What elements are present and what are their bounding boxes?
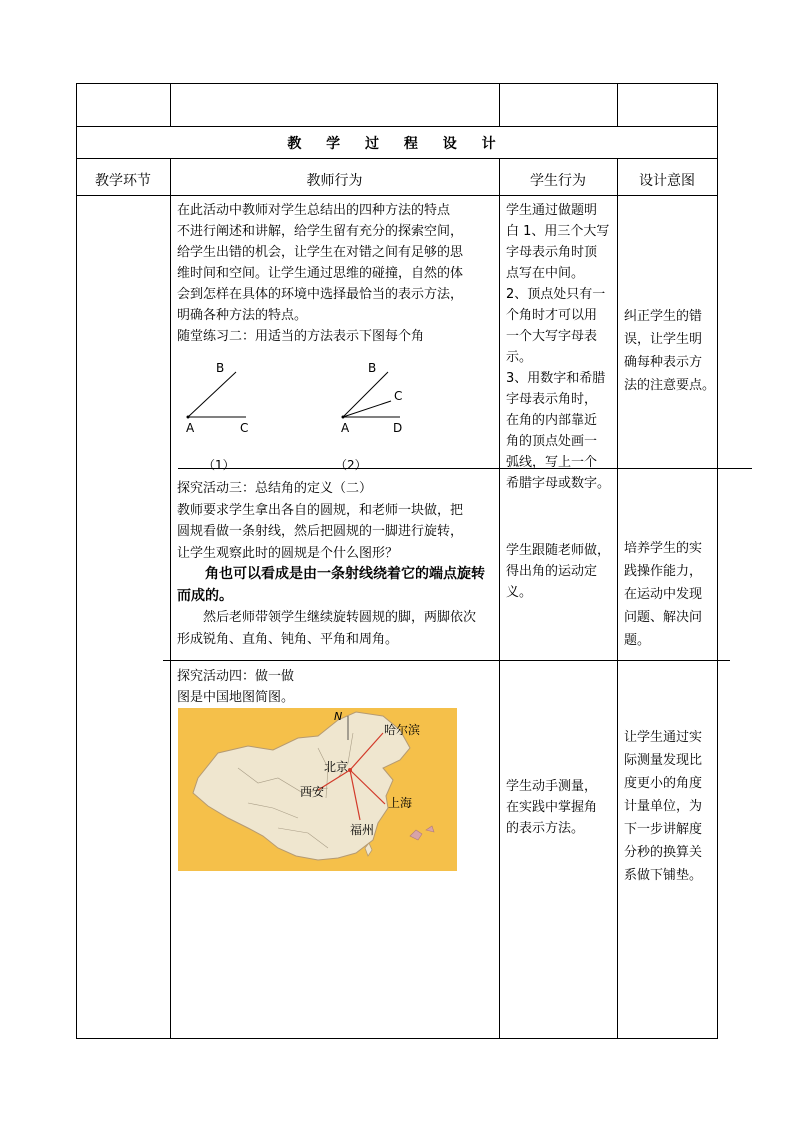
header-design-intent: 设计意图 <box>639 173 695 189</box>
text-line: 问题、解决问 <box>624 610 703 625</box>
text-line: 确每种表示方 <box>624 355 703 370</box>
fig2-label-a: A <box>341 421 350 435</box>
fig2-label-d: D <box>393 421 403 435</box>
text-line: 系做下铺垫。 <box>624 868 703 883</box>
table-col-rule <box>499 83 500 126</box>
text-line: 义。 <box>506 585 533 600</box>
row1-student-text <box>506 200 618 494</box>
text-line: 白 1、用三个大写 <box>506 224 610 239</box>
row2-intent-text <box>624 537 724 652</box>
text-line: 2、顶点处只有一 <box>506 287 606 302</box>
map-north-label: N <box>334 710 343 723</box>
text-line: 学生跟随老师做， <box>506 543 611 558</box>
text-line: 分秒的换算关 <box>624 845 703 860</box>
angle-figure-2 <box>342 372 401 419</box>
definition-line: 而成的。 <box>177 587 233 604</box>
map-label-shanghai: 上海 <box>388 796 413 810</box>
text-line: 让学生观察此时的圆规是个什么图形？ <box>177 545 399 561</box>
map-label-xian: 西安 <box>300 785 325 799</box>
text-line: 在角的内部靠近 <box>506 413 598 428</box>
header-teacher-behavior: 教师行为 <box>306 173 363 189</box>
table-rule <box>76 158 718 159</box>
text-line: 在运动中发现 <box>624 587 703 602</box>
text-line: 字母表示角时顶 <box>506 245 598 260</box>
fig1-label-c: C <box>240 421 249 435</box>
row2-teacher-text <box>177 478 497 650</box>
text-line: 给学生出错的机会，让学生在对错之间有足够的思 <box>177 245 464 260</box>
angle-figure-1 <box>187 372 247 419</box>
text-line: 学生通过做题明 <box>506 203 598 218</box>
text-line: 图是中国地图简图。 <box>177 690 295 705</box>
table-col-rule <box>499 158 500 1039</box>
table-left-border <box>76 83 77 1039</box>
text-line: 让学生通过实 <box>624 730 703 745</box>
map-label-beijing: 北京 <box>324 760 349 774</box>
row3-teacher-text <box>177 666 497 708</box>
fig2-label-c: C <box>394 389 403 403</box>
text-line: 明确各种方法的特点。 <box>177 308 308 323</box>
text-line: 维时间和空间。让学生通过思维的碰撞，自然的体 <box>177 266 464 281</box>
row1-teacher-text <box>177 200 497 347</box>
text-line: 然后老师带领学生继续旋转圆规的脚，两脚依次 <box>203 610 477 625</box>
definition-line: 角也可以看成是由一条射线绕着它的端点旋转 <box>205 566 485 582</box>
text-line: 的表示方法。 <box>506 821 585 836</box>
table-rule <box>163 660 730 661</box>
table-rule <box>76 195 718 196</box>
text-line: 题。 <box>624 633 651 648</box>
text-line: 探究活动四：做一做 <box>177 669 295 684</box>
text-line: 个角时才可以用 <box>506 308 598 323</box>
fig2-caption: （2） <box>335 458 367 472</box>
text-line: 下一步讲解度 <box>624 822 703 837</box>
table-bottom-border <box>76 1038 718 1039</box>
text-line: 形成锐角、直角、钝角、平角和周角。 <box>177 631 399 647</box>
china-map <box>178 708 457 871</box>
text-line: 得出角的运动定 <box>506 564 598 579</box>
text-line: 示。 <box>506 350 533 365</box>
text-line: 探究活动三：总结角的定义（二） <box>177 481 373 496</box>
map-label-fuzhou: 福州 <box>350 823 375 837</box>
table-col-rule <box>170 158 171 1039</box>
row1-intent-text <box>624 305 724 397</box>
table-top-border <box>76 83 718 84</box>
text-line: 圆规看做一条射线，然后把圆规的一脚进行旋转， <box>177 524 464 539</box>
text-line: 误，让学生明 <box>624 332 703 347</box>
table-col-rule <box>617 83 618 126</box>
text-line: 字母表示角时， <box>506 392 598 407</box>
text-line: 培养学生的实 <box>624 541 703 556</box>
row3-intent-text <box>624 726 724 887</box>
map-label-harbin: 哈尔滨 <box>384 723 421 737</box>
text-line: 一个大写字母表 <box>506 329 598 344</box>
text-line: 角的顶点处画一 <box>506 434 598 449</box>
table-title: 教 学 过 程 设 计 <box>287 136 506 152</box>
header-student-behavior: 学生行为 <box>530 173 586 189</box>
fig1-label-a: A <box>186 421 195 435</box>
text-line: 在实践中掌握角 <box>506 800 598 815</box>
text-line: 3、用数字和希腊 <box>506 371 606 386</box>
text-line: 法的注意要点。 <box>624 378 716 393</box>
text-line: 学生动手测量， <box>506 779 598 794</box>
text-line: 希腊字母或数字。 <box>506 476 611 491</box>
text-line: 教师要求学生拿出各自的圆规，和老师一块做，把 <box>177 502 464 518</box>
row3-student-text <box>506 776 618 839</box>
text-line: 践操作能力， <box>624 564 703 579</box>
fig1-label-b: B <box>216 361 225 375</box>
exercise-prompt: 随堂练习二：用适当的方法表示下图每个角 <box>177 329 425 344</box>
text-line: 纠正学生的错 <box>624 309 703 324</box>
table-rule <box>76 126 718 127</box>
row2-student-text <box>506 540 618 603</box>
text-line: 在此活动中教师对学生总结出的四种方法的特点 <box>177 203 451 218</box>
text-line: 弧线，写上一个 <box>506 455 598 470</box>
fig2-label-b: B <box>368 361 377 375</box>
text-line: 际测量发现比 <box>624 753 703 768</box>
text-line: 不进行阐述和讲解，给学生留有充分的探索空间， <box>177 224 464 239</box>
text-line: 会到怎样在具体的环境中选择最恰当的表示方法， <box>177 287 464 302</box>
angle-figures <box>178 355 488 470</box>
header-teaching-stage: 教学环节 <box>95 173 151 189</box>
text-line: 度更小的角度 <box>624 776 703 791</box>
text-line: 点写在中间。 <box>506 266 585 281</box>
text-line: 计量单位，为 <box>624 799 703 814</box>
table-col-rule <box>170 83 171 126</box>
fig1-caption: （1） <box>203 458 235 472</box>
